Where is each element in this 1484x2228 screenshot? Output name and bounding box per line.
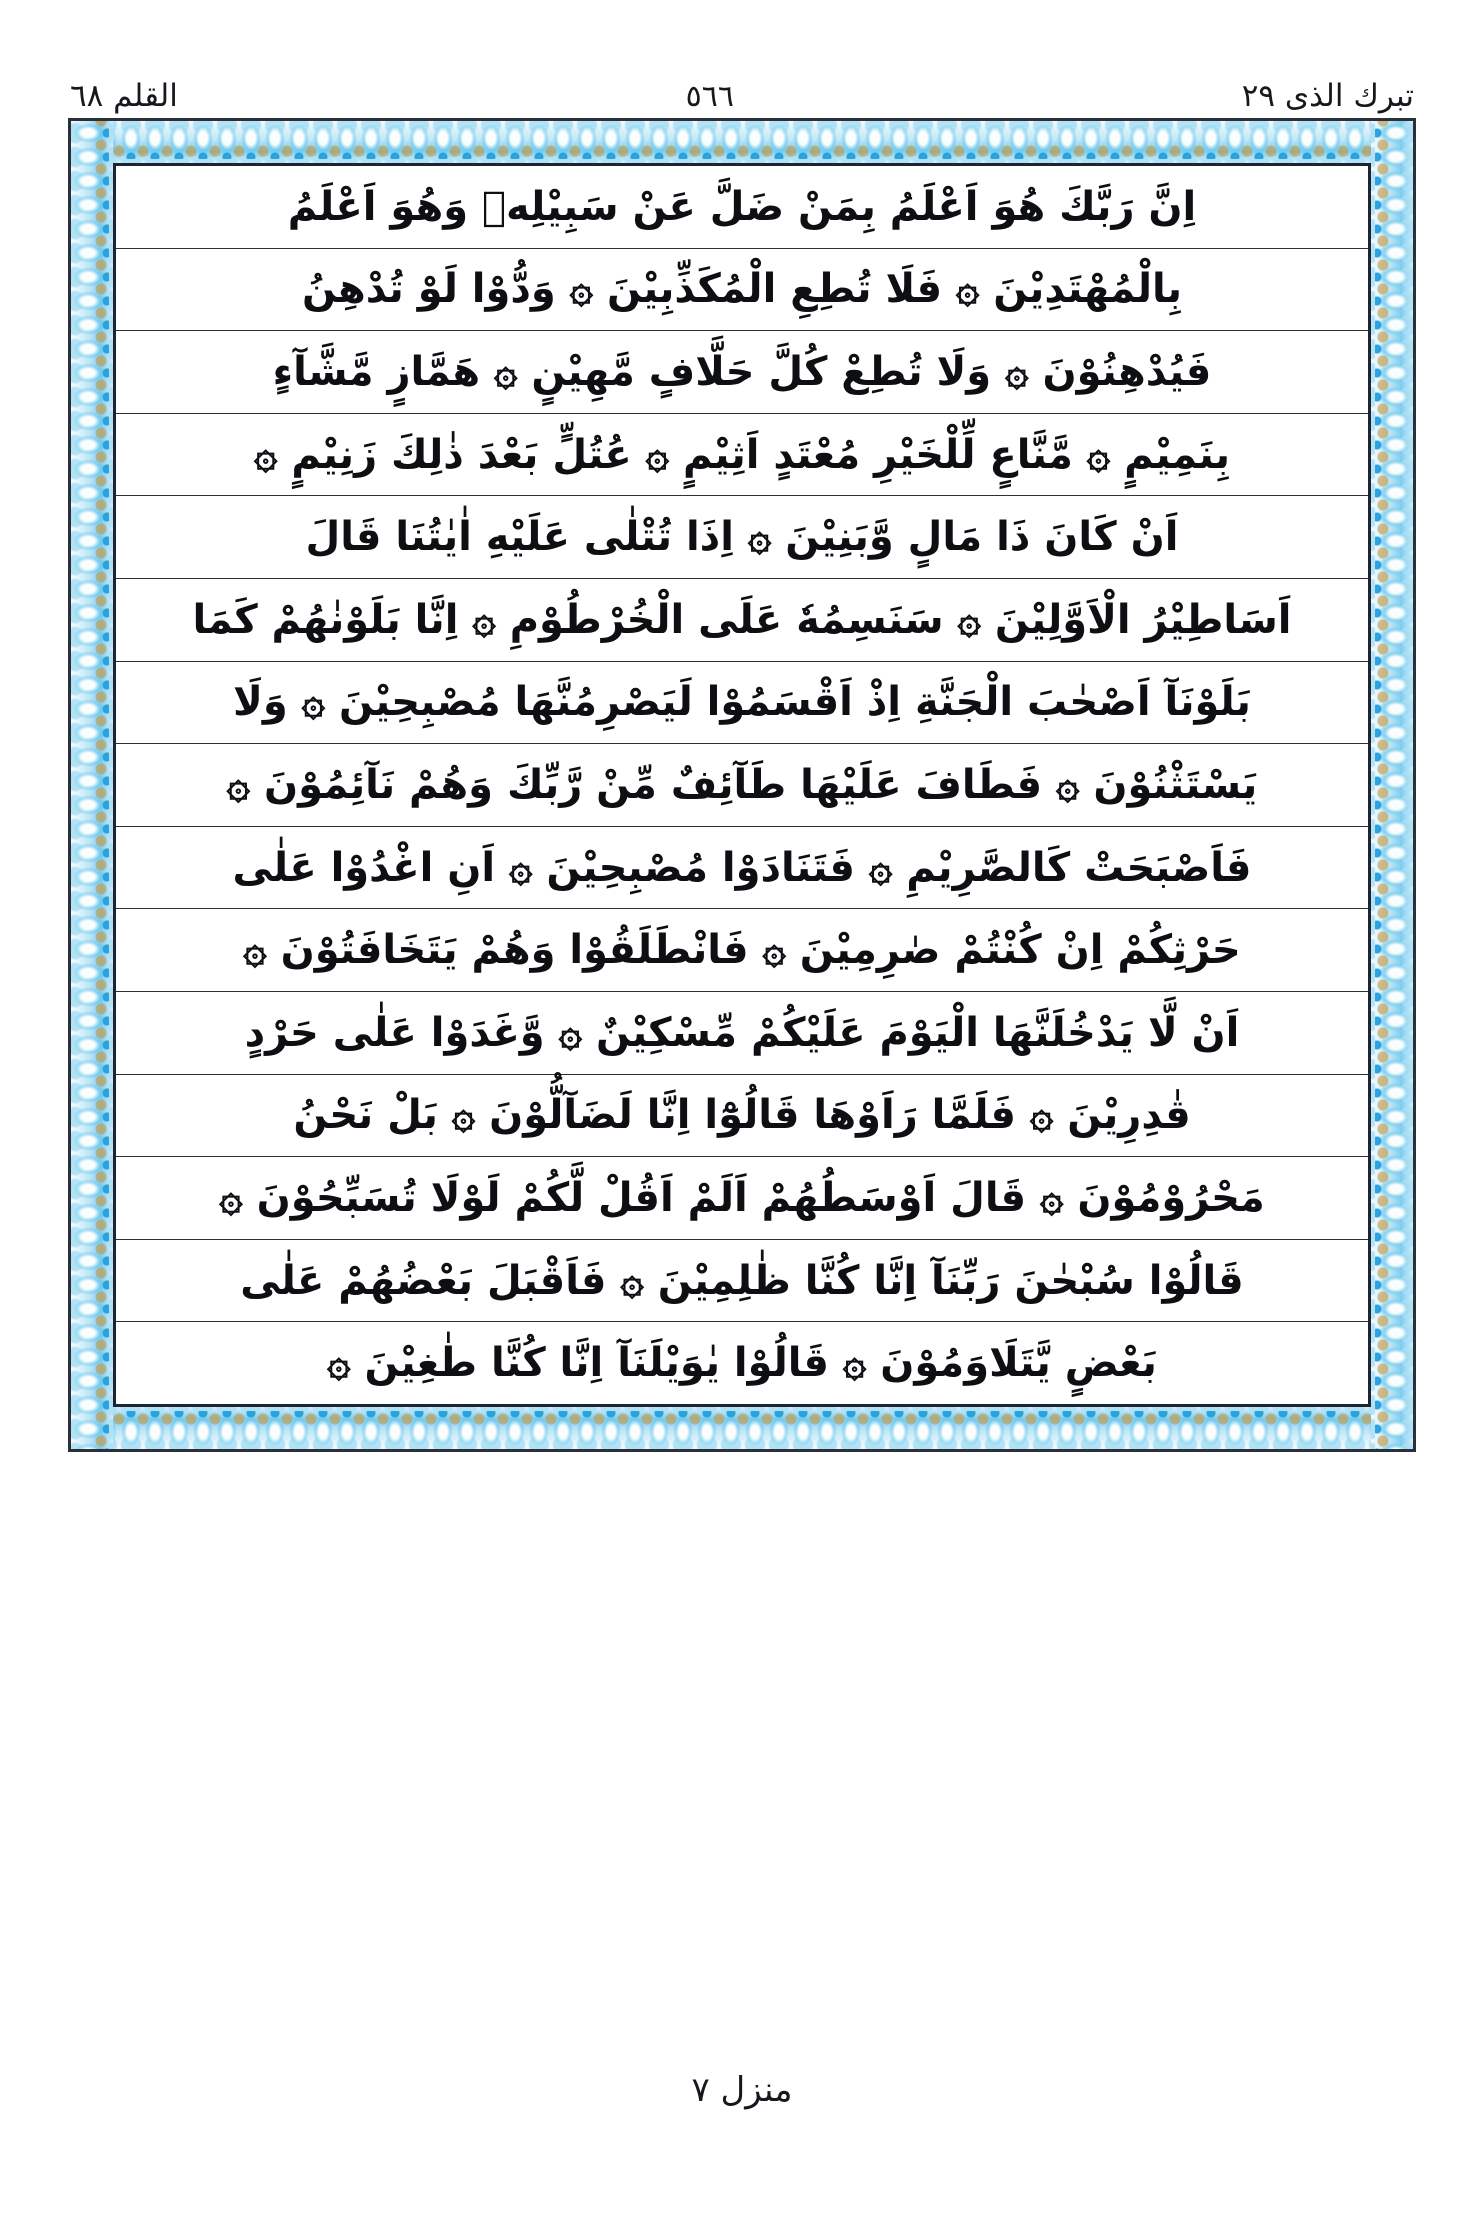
- ornamental-band-top: [71, 121, 1413, 163]
- quran-line: [116, 992, 1368, 1075]
- page-header: [70, 52, 1414, 112]
- quran-line-text: حَرْثِكُمْ اِنْ كُنْتُمْ صٰرِمِيْنَ ۞ فَانْطَلَقُوْا وَهُمْ يَتَخَافَتُوْنَ ۞: [243, 927, 1241, 974]
- quran-line-text: اَنْ كَانَ ذَا مَالٍ وَّبَنِيْنَ ۞ اِذَا تُتْلٰى عَلَيْهِ اٰيٰتُنَا قَالَ: [305, 514, 1179, 561]
- quran-line-text: بِنَمِيْمٍ ۞ مَّنَّاعٍ لِّلْخَيْرِ مُعْتَدٍ اَثِيْمٍ ۞ عُتُلٍّ بَعْدَ ذٰلِكَ زَنِيْمٍ ۞: [254, 431, 1230, 478]
- juz-label: تبرك الذى ٢٩: [1241, 78, 1414, 114]
- quran-line-text: يَسْتَثْنُوْنَ ۞ فَطَافَ عَلَيْهَا طَآئِفٌ مِّنْ رَّبِّكَ وَهُمْ نَآئِمُوْنَ ۞: [226, 761, 1258, 808]
- ornamental-band-bottom: [71, 1407, 1413, 1449]
- quran-line-text: بَلَوْنَآ اَصْحٰبَ الْجَنَّةِ اِذْ اَقْسَمُوْا لَيَصْرِمُنَّهَا مُصْبِحِيْنَ ۞ وَلَا: [233, 679, 1251, 726]
- manzil-label: منزل ٧: [691, 2070, 793, 2110]
- quran-line: [116, 249, 1368, 332]
- quran-line-text: فَاَصْبَحَتْ كَالصَّرِيْمِ ۞ فَتَنَادَوْا مُصْبِحِيْنَ ۞ اَنِ اغْدُوْا عَلٰى: [232, 844, 1252, 891]
- quran-line: [116, 1075, 1368, 1158]
- quran-line-text: بِالْمُهْتَدِيْنَ ۞ فَلَا تُطِعِ الْمُكَذِّبِيْنَ ۞ وَدُّوْا لَوْ تُدْهِنُ: [301, 266, 1183, 313]
- quran-line-text: بَعْضٍ يَّتَلَاوَمُوْنَ ۞ قَالُوْا يٰوَيْلَنَآ اِنَّا كُنَّا طٰغِيْنَ ۞: [327, 1340, 1157, 1387]
- quran-line: [116, 414, 1368, 497]
- quran-line: [116, 1157, 1368, 1240]
- quran-line-text: اَنْ لَّا يَدْخُلَنَّهَا الْيَوْمَ عَلَيْكُمْ مِّسْكِيْنٌ ۞ وَّغَدَوْا عَلٰى حَرْدٍ: [244, 1009, 1240, 1056]
- quran-line-text: اَسَاطِيْرُ الْاَوَّلِيْنَ ۞ سَنَسِمُهٗ عَلَى الْخُرْطُوْمِ ۞ اِنَّا بَلَوْنٰهُمْ كَمَا: [192, 596, 1292, 643]
- quran-line: [116, 827, 1368, 910]
- quran-line: [116, 744, 1368, 827]
- quran-line-text: فَيُدْهِنُوْنَ ۞ وَلَا تُطِعْ كُلَّ حَلَّافٍ مَّهِيْنٍ ۞ هَمَّازٍ مَّشَّآءٍ: [272, 348, 1212, 395]
- quran-line: [116, 1322, 1368, 1404]
- quran-line: [116, 1240, 1368, 1323]
- quran-line: [116, 909, 1368, 992]
- page-footer: [0, 2070, 1484, 2110]
- quran-line: [116, 496, 1368, 579]
- quran-line: [116, 331, 1368, 414]
- quran-line-text: اِنَّ رَبَّكَ هُوَ اَعْلَمُ بِمَنْ ضَلَّ عَنْ سَبِيْلِهٖ وَهُوَ اَعْلَمُ: [287, 183, 1197, 230]
- ornamental-band-left: [71, 121, 113, 1449]
- quran-line-text: قٰدِرِيْنَ ۞ فَلَمَّا رَاَوْهَا قَالُوْٓا اِنَّا لَضَآلُّوْنَ ۞ بَلْ نَحْنُ: [293, 1092, 1191, 1139]
- quran-line: [116, 579, 1368, 662]
- quran-line-text: مَحْرُوْمُوْنَ ۞ قَالَ اَوْسَطُهُمْ اَلَمْ اَقُلْ لَّكُمْ لَوْلَا تُسَبِّحُوْنَ ۞: [219, 1174, 1265, 1221]
- quran-line-text: قَالُوْا سُبْحٰنَ رَبِّنَآ اِنَّا كُنَّا ظٰلِمِيْنَ ۞ فَاَقْبَلَ بَعْضُهُمْ عَلٰى: [240, 1257, 1244, 1304]
- quran-line: [116, 166, 1368, 249]
- surah-label: القلم ٦٨: [70, 78, 178, 114]
- page-number: ٥٦٦: [685, 79, 734, 114]
- quran-text-panel: [113, 163, 1371, 1407]
- decorative-frame: [68, 118, 1416, 1452]
- quran-line: [116, 662, 1368, 745]
- ornamental-band-right: [1371, 121, 1413, 1449]
